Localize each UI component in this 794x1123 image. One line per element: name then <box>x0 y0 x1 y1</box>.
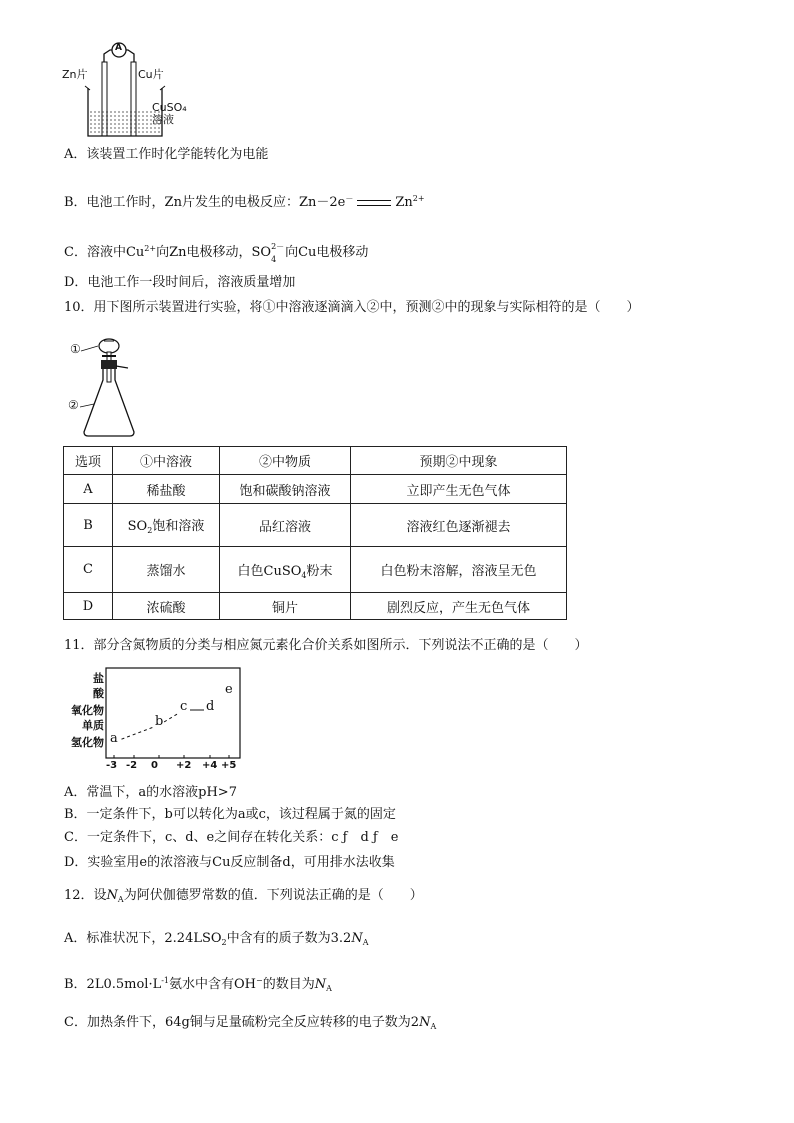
connector-line <box>164 713 179 722</box>
formula-sub: 2 <box>147 526 153 535</box>
table-cell <box>220 547 351 593</box>
header-cell: 预期②中现象 <box>351 447 567 475</box>
q12-na-symbol: N <box>351 931 363 946</box>
q9-option-c-sub: 4 <box>271 255 277 264</box>
y-axis-label: 单质 <box>82 719 104 732</box>
table-cell: 蒸馏水 <box>113 547 220 593</box>
q12-stem-part2: 为阿伏伽德罗常数的值．下列说法正确的是（ ） <box>123 888 423 903</box>
q11-option-a: A．常温下，a的水溶液pH>7 <box>64 785 237 800</box>
table-cell <box>113 504 220 547</box>
table-cell: C <box>64 547 113 593</box>
table-header-row <box>64 447 567 475</box>
q12-option-c <box>64 1014 436 1036</box>
q12-na-symbol: N <box>314 977 327 992</box>
header-cell: 选项 <box>64 447 113 475</box>
table-row <box>64 504 567 547</box>
table-cell: 铜片 <box>220 593 351 620</box>
table-cell: 白色粉末溶解，溶液呈无色 <box>351 547 567 593</box>
q12-option-b-part2: 氨水中含有OH <box>169 977 257 992</box>
flask-label-2: ② <box>68 398 79 412</box>
header-cell: ①中溶液 <box>113 447 220 475</box>
solution-word: 溶液 <box>152 113 174 126</box>
q9-option-c-sup1: 2+ <box>144 244 157 253</box>
formula-sub: 4 <box>301 570 307 580</box>
table-cell: 品红溶液 <box>220 504 351 547</box>
q12-option-b-part3: 的数目为 <box>262 977 315 992</box>
q9-option-c-part1: C．溶液中Cu <box>64 245 145 260</box>
q11-option-c: C．一定条件下，c、d、e之间存在转化关系：c ƒ d ƒ e <box>64 830 399 845</box>
q12-na-sub: A <box>362 938 369 947</box>
q12-option-b-sup: -1 <box>161 976 170 985</box>
table-cell: 饱和碳酸钠溶液 <box>220 475 351 504</box>
q11-stem: 11．部分含氮物质的分类与相应氮元素化合价关系如图所示．下列说法不正确的是（ ） <box>64 638 588 653</box>
table-row <box>64 475 567 504</box>
q12-stem-part1: 12．设 <box>64 888 107 903</box>
cu-electrode-label: Cu片 <box>138 68 164 81</box>
q12-option-a-part1: A．标准状况下，2.24LSO <box>64 931 222 946</box>
table-cell: 浓硫酸 <box>113 593 220 620</box>
q9-option-b <box>64 190 425 212</box>
q9-option-b-product: Zn <box>395 195 413 210</box>
x-axis-tick-label: 0 <box>151 760 158 771</box>
flask-label-1: ① <box>70 342 81 356</box>
q12-option-c-part1: C．加热条件下，64g铜与足量硫粉完全反应转移的电子数为2 <box>64 1015 420 1030</box>
y-axis-label: 氧化物 <box>71 704 104 717</box>
q12-na-sub: A <box>326 984 332 993</box>
q12-na-symbol: N <box>106 888 118 903</box>
q9-option-a: A．该装置工作时化学能转化为电能 <box>64 147 269 162</box>
table-cell: A <box>64 475 113 504</box>
table-cell: 立即产生无色气体 <box>351 475 567 504</box>
formula-rest: 粉末 <box>306 563 333 579</box>
q12-option-b-sup2: − <box>256 976 263 985</box>
zn-electrode-label: Zn片 <box>62 68 88 81</box>
nitrogen-chart <box>64 664 254 776</box>
table-cell: B <box>64 504 113 547</box>
q10-options-table <box>63 446 567 620</box>
x-axis-tick-label: -3 <box>106 760 118 771</box>
q12-option-a-part2: 中含有的质子数为3.2 <box>226 931 352 946</box>
q12-na-symbol: N <box>419 1015 431 1030</box>
q12-option-a <box>64 930 368 952</box>
q9-option-b-sup1: － <box>345 194 354 203</box>
point-label-e: e <box>225 682 233 697</box>
q9-option-b-text: B．电池工作时，Zn片发生的电极反应：Zn－2e <box>64 195 346 210</box>
q12-stem <box>64 887 423 909</box>
point-label-d: d <box>206 699 215 714</box>
point-label-a: a <box>110 731 118 746</box>
formula-rest: 饱和溶液 <box>152 519 205 534</box>
flask-figure <box>64 332 154 442</box>
x-axis-tick-label: -2 <box>126 760 138 771</box>
q12-option-a-sub: 2 <box>221 938 227 947</box>
q12-na-sub: A <box>430 1022 437 1031</box>
formula-text: 白色CuSO <box>237 563 302 579</box>
q9-option-c-part3: 向Cu电极移动 <box>285 245 369 260</box>
x-axis-tick-label: +4 <box>202 760 218 771</box>
q12-option-b-part1: B．2L0.5mol·L <box>64 977 162 992</box>
table-cell: 溶液红色逐渐褪去 <box>351 504 567 547</box>
table-row <box>64 593 567 620</box>
q10-stem: 10．用下图所示装置进行实验，将①中溶液逐滴滴入②中，预测②中的现象与实际相符的是（ ） <box>64 300 640 315</box>
table-cell: D <box>64 593 113 620</box>
connector-line <box>121 727 153 739</box>
y-axis-label: 酸 <box>93 687 104 700</box>
q9-option-b-sup2: 2+ <box>412 194 425 203</box>
x-axis-tick-label: +2 <box>176 760 192 771</box>
ammeter-label: A <box>115 43 122 53</box>
equals-sign <box>357 200 391 206</box>
q9-option-d: D．电池工作一段时间后，溶液质量增加 <box>64 275 296 290</box>
q12-na-sub: A <box>117 895 124 904</box>
solution-formula: CuSO₄ <box>152 101 187 114</box>
q12-option-b <box>64 972 332 998</box>
q11-option-b: B．一定条件下，b可以转化为a或c，该过程属于氮的固定 <box>64 807 396 822</box>
formula-text: SO <box>127 519 148 534</box>
header-cell: ②中物质 <box>220 447 351 475</box>
table-cell: 稀盐酸 <box>113 475 220 504</box>
y-axis-label: 盐 <box>93 672 104 685</box>
y-axis-label: 氢化物 <box>71 736 104 749</box>
table-cell: 剧烈反应，产生无色气体 <box>351 593 567 620</box>
solution-label <box>152 102 187 126</box>
table-row <box>64 547 567 593</box>
q9-option-c-part2: 向Zn电极移动，SO <box>156 245 272 260</box>
q9-option-c-sup2: 2－ <box>271 242 285 251</box>
galvanic-cell-figure <box>62 40 202 140</box>
point-label-b: b <box>155 714 164 729</box>
q11-option-d: D．实验室用e的浓溶液与Cu反应制备d，可用排水法收集 <box>64 855 395 870</box>
point-label-c: c <box>180 699 188 714</box>
q9-option-c <box>64 240 368 262</box>
x-axis-tick-label: +5 <box>221 760 237 771</box>
